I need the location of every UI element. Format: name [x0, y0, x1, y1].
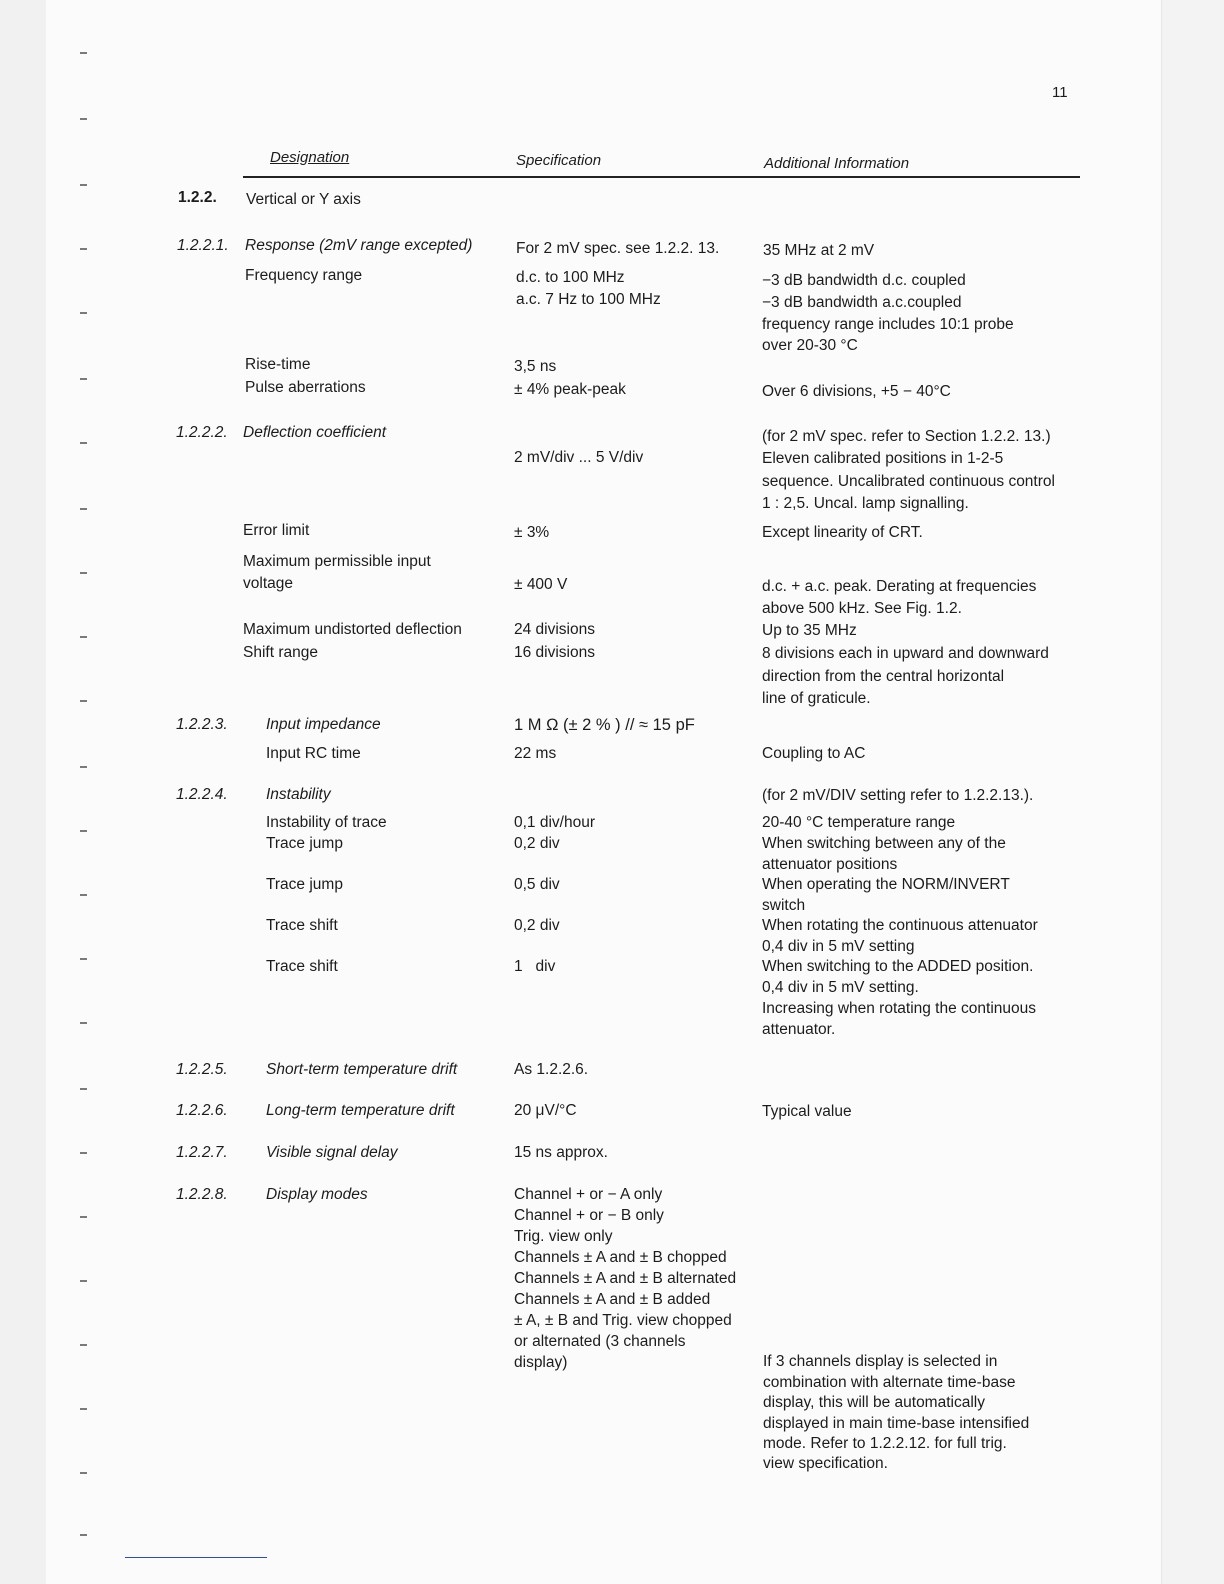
additional-text: −3 dB bandwidth a.c.coupled: [762, 294, 962, 311]
spec-text: 0,5 div: [514, 876, 560, 893]
binding-edge: [0, 0, 46, 1584]
additional-text: combination with alternate time-base: [763, 1374, 1016, 1391]
item-title: Visible signal delay: [266, 1144, 398, 1161]
spec-text: Channels ± A and ± B added: [514, 1291, 711, 1308]
additional-text: When operating the NORM/INVERT: [762, 876, 1010, 893]
additional-text: 8 divisions each in upward and downward: [762, 645, 1049, 662]
spec-text: 22 ms: [514, 745, 557, 762]
binding-mark: [80, 700, 87, 702]
spec-text: 0,1 div/hour: [514, 814, 595, 831]
item-title: Short-term temperature drift: [266, 1061, 458, 1078]
header-additional-information: Additional Information: [764, 155, 910, 172]
item-title: Deflection coefficient: [243, 424, 387, 441]
spec-text: For 2 mV spec. see 1.2.2. 13.: [516, 240, 720, 257]
item-number: 1.2.2.5.: [176, 1061, 228, 1078]
additional-text: −3 dB bandwidth d.c. coupled: [762, 272, 966, 289]
header-specification: Specification: [516, 152, 602, 169]
additional-text: When rotating the continuous attenuator: [762, 917, 1038, 934]
additional-text: attenuator positions: [762, 856, 898, 873]
additional-text: When switching between any of the: [762, 835, 1006, 852]
additional-text: displayed in main time-base intensified: [763, 1415, 1030, 1432]
designation-text: voltage: [243, 575, 293, 592]
designation-text: Maximum undistorted deflection: [243, 621, 462, 638]
item-title: Response (2mV range excepted): [245, 237, 473, 254]
spec-text: 3,5 ns: [514, 358, 557, 375]
section-number: 1.2.2.: [178, 189, 217, 206]
spec-text: ± 3%: [514, 524, 550, 541]
spec-text: Channels ± A and ± B alternated: [514, 1270, 737, 1287]
binding-mark: [80, 1408, 87, 1410]
binding-mark: [80, 958, 87, 960]
header-designation: Designation: [270, 149, 350, 166]
item-title: Display modes: [266, 1186, 368, 1203]
designation-text: Shift range: [243, 644, 318, 661]
item-number: 1.2.2.6.: [176, 1102, 228, 1119]
binding-mark: [80, 118, 87, 120]
designation-text: Pulse aberrations: [245, 379, 366, 396]
item-title: Input impedance: [266, 716, 381, 733]
designation-text: Input RC time: [266, 745, 361, 762]
binding-mark: [80, 572, 87, 574]
binding-mark: [80, 184, 87, 186]
header-rule: [243, 176, 1080, 178]
item-title: Instability: [266, 786, 331, 803]
binding-mark: [80, 248, 87, 250]
spec-text: Channels ± A and ± B chopped: [514, 1249, 727, 1266]
item-number: 1.2.2.4.: [176, 786, 228, 803]
designation-text: Error limit: [243, 522, 310, 539]
additional-text: 20-40 °C temperature range: [762, 814, 956, 831]
spec-text: Channel + or − B only: [514, 1207, 664, 1224]
spec-text: Channel + or − A only: [514, 1186, 663, 1203]
page-number: 11: [1052, 84, 1068, 101]
additional-text: line of graticule.: [762, 690, 871, 707]
additional-text: direction from the central horizontal: [762, 668, 1005, 685]
designation-text: Instability of trace: [266, 814, 387, 831]
spec-text: display): [514, 1354, 568, 1371]
item-number: 1.2.2.3.: [176, 716, 228, 733]
spec-text: 15 ns approx.: [514, 1144, 608, 1161]
item-number: 1.2.2.7.: [176, 1144, 228, 1161]
additional-text: d.c. + a.c. peak. Derating at frequencies: [762, 578, 1037, 595]
spec-text: Trig. view only: [514, 1228, 613, 1245]
spec-text: d.c. to 100 MHz: [516, 269, 625, 286]
additional-text: 1 : 2,5. Uncal. lamp signalling.: [762, 495, 969, 512]
spec-text: 16 divisions: [514, 644, 595, 661]
binding-mark: [80, 442, 87, 444]
spec-text: As 1.2.2.6.: [514, 1061, 589, 1078]
spec-text: a.c. 7 Hz to 100 MHz: [516, 291, 661, 308]
additional-text: frequency range includes 10:1 probe: [762, 316, 1014, 333]
designation-text: Frequency range: [245, 267, 363, 284]
binding-mark: [80, 1216, 87, 1218]
binding-mark: [80, 1344, 87, 1346]
binding-mark: [80, 636, 87, 638]
spec-text: 1 div: [514, 958, 556, 975]
binding-mark: [80, 830, 87, 832]
designation-text: Rise-time: [245, 356, 311, 373]
section-title: Vertical or Y axis: [246, 191, 361, 208]
binding-mark: [80, 52, 87, 54]
binding-mark: [80, 894, 87, 896]
additional-text: over 20-30 °C: [762, 337, 858, 354]
spec-text: ± A, ± B and Trig. view chopped: [514, 1312, 732, 1329]
binding-mark: [80, 508, 87, 510]
additional-text: (for 2 mV/DIV setting refer to 1.2.2.13.).: [762, 787, 1034, 804]
binding-mark: [80, 766, 87, 768]
spec-text: 20 μV/°C: [514, 1102, 577, 1119]
additional-text: Except linearity of CRT.: [762, 524, 923, 541]
spec-text: ± 4% peak-peak: [514, 381, 626, 398]
binding-mark: [80, 312, 87, 314]
designation-text: Maximum permissible input: [243, 553, 431, 570]
item-number: 1.2.2.8.: [176, 1186, 228, 1203]
footer-rule: [125, 1557, 267, 1558]
additional-text: Increasing when rotating the continuous: [762, 1000, 1037, 1017]
binding-mark: [80, 1088, 87, 1090]
spec-text: ± 400 V: [514, 576, 568, 593]
additional-text: above 500 kHz. See Fig. 1.2.: [762, 600, 962, 617]
designation-text: Trace jump: [266, 876, 343, 893]
binding-mark: [80, 378, 87, 380]
additional-text: switch: [762, 897, 806, 914]
spec-text: 1 M Ω (± 2 % ) // ≈ 15 pF: [514, 716, 695, 734]
binding-mark: [80, 1280, 87, 1282]
additional-text: mode. Refer to 1.2.2.12. for full trig.: [763, 1435, 1007, 1452]
item-number: 1.2.2.2.: [176, 424, 228, 441]
binding-mark: [80, 1534, 87, 1536]
additional-text: view specification.: [763, 1455, 888, 1472]
spec-text: 2 mV/div ... 5 V/div: [514, 449, 644, 466]
binding-mark: [80, 1472, 87, 1474]
additional-text: 0,4 div in 5 mV setting.: [762, 979, 919, 996]
binding-mark: [80, 1152, 87, 1154]
additional-text: If 3 channels display is selected in: [763, 1353, 998, 1370]
spec-text: 24 divisions: [514, 621, 595, 638]
spec-text: or alternated (3 channels: [514, 1333, 686, 1350]
additional-text: Eleven calibrated positions in 1-2-5: [762, 450, 1004, 467]
additional-text: Over 6 divisions, +5 − 40°C: [762, 383, 951, 400]
item-title: Long-term temperature drift: [266, 1102, 455, 1119]
additional-text: When switching to the ADDED position.: [762, 958, 1034, 975]
spec-text: 0,2 div: [514, 917, 560, 934]
page-edge: [1161, 0, 1224, 1584]
item-number: 1.2.2.1.: [177, 237, 229, 254]
designation-text: Trace shift: [266, 917, 338, 934]
additional-text: display, this will be automatically: [763, 1394, 985, 1411]
additional-text: 35 MHz at 2 mV: [763, 242, 875, 259]
designation-text: Trace shift: [266, 958, 338, 975]
additional-text: Up to 35 MHz: [762, 622, 857, 639]
additional-text: attenuator.: [762, 1021, 836, 1038]
spec-text: 0,2 div: [514, 835, 560, 852]
additional-text: 0,4 div in 5 mV setting: [762, 938, 915, 955]
additional-text: sequence. Uncalibrated continuous control: [762, 473, 1055, 490]
binding-mark: [80, 1022, 87, 1024]
additional-text: (for 2 mV spec. refer to Section 1.2.2. 13.): [762, 428, 1051, 445]
designation-text: Trace jump: [266, 835, 343, 852]
additional-text: Typical value: [762, 1103, 852, 1120]
additional-text: Coupling to AC: [762, 745, 866, 762]
